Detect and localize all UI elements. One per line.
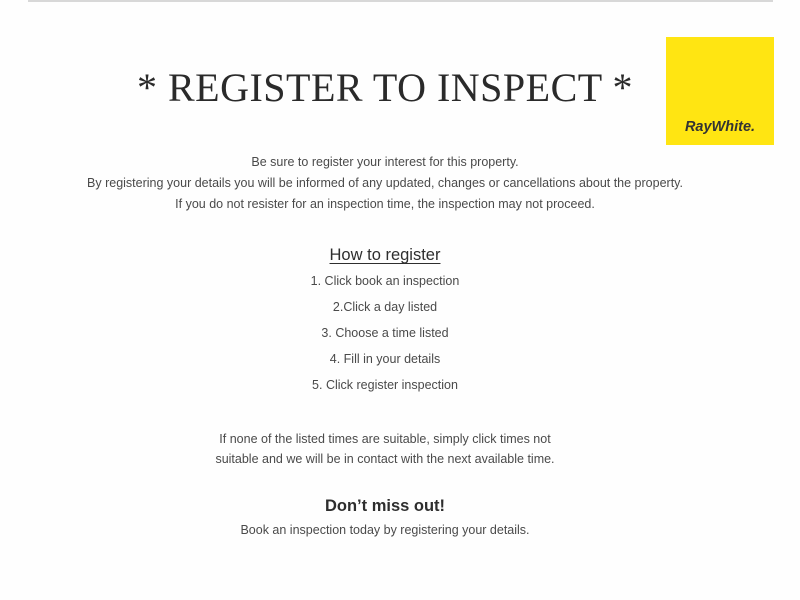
step-item: 4. Fill in your details <box>329 352 441 366</box>
intro-line-1: Be sure to register your interest for this property. <box>251 155 519 169</box>
unsuitable-times-note <box>0 429 770 469</box>
intro-text <box>0 152 770 215</box>
registration-steps-list <box>0 271 770 401</box>
intro-line-3: If you do not resister for an inspection time, the inspection may not proceed. <box>175 197 595 211</box>
step-item: 5. Click register inspection <box>312 378 458 392</box>
step-item: 1. Click book an inspection <box>310 274 460 288</box>
dont-miss-out-heading: Don’t miss out! <box>324 497 446 515</box>
note-line-2: suitable and we will be in contact with the next available time. <box>215 452 555 466</box>
step-item: 3. Choose a time listed <box>321 326 449 340</box>
page-title: * REGISTER TO INSPECT * <box>136 65 633 110</box>
note-line-1: If none of the listed times are suitable, simply click times not <box>219 432 551 446</box>
how-to-register-heading-text: How to register <box>329 246 441 264</box>
ray-white-logo <box>666 37 774 145</box>
step-item: 2.Click a day listed <box>332 300 438 314</box>
intro-line-2: By registering your details you will be informed of any updated, changes or cancellations about the property. <box>87 176 683 190</box>
logo-wordmark: RayWhite. <box>684 119 756 135</box>
how-to-register-heading <box>0 246 770 265</box>
top-divider <box>28 0 773 2</box>
book-inspection-cta-text: Book an inspection today by registering your details. <box>240 523 530 537</box>
